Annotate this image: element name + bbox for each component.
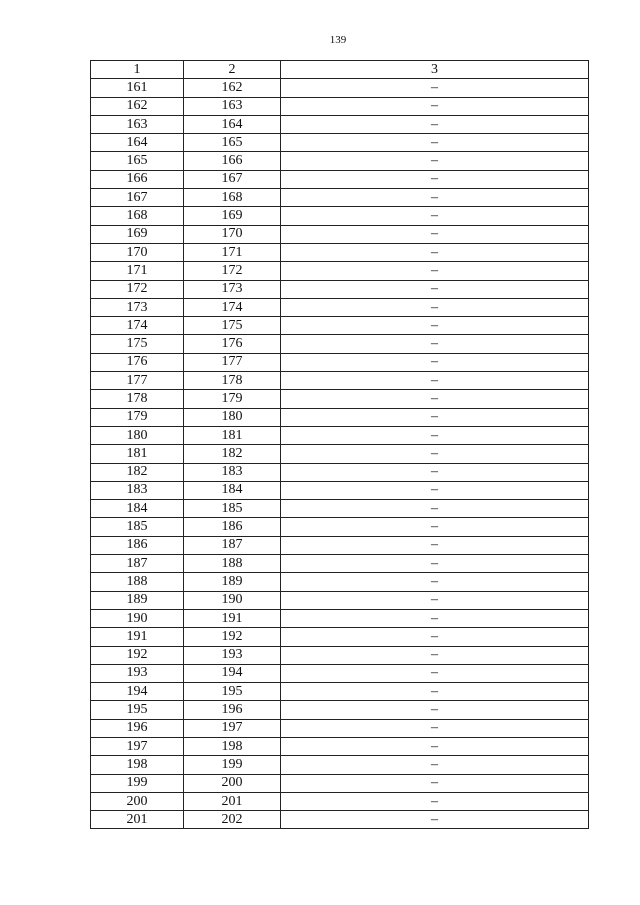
table-cell-col-2: 178 — [184, 372, 281, 390]
table-cell-col-3: – — [281, 573, 589, 591]
table-cell-col-3: – — [281, 628, 589, 646]
table-cell-col-2: 201 — [184, 792, 281, 810]
table-cell-col-1: 187 — [91, 555, 184, 573]
table-cell-col-1: 185 — [91, 518, 184, 536]
table-cell-col-2: 193 — [184, 646, 281, 664]
table-cell-col-2: 181 — [184, 426, 281, 444]
table-cell-col-1: 165 — [91, 152, 184, 170]
table-cell-col-2: 195 — [184, 683, 281, 701]
table-row — [91, 719, 589, 737]
table-cell-col-2: 182 — [184, 445, 281, 463]
table-row — [91, 353, 589, 371]
table-cell-col-1: 193 — [91, 664, 184, 682]
table-row — [91, 372, 589, 390]
table-cell-col-1: 186 — [91, 536, 184, 554]
table-cell-col-3: – — [281, 664, 589, 682]
table-cell-col-3: – — [281, 390, 589, 408]
table-cell-col-1: 197 — [91, 737, 184, 755]
table-cell-col-2: 179 — [184, 390, 281, 408]
table-cell-col-2: 164 — [184, 115, 281, 133]
table-cell-col-1: 199 — [91, 774, 184, 792]
table-row — [91, 97, 589, 115]
table-cell-col-3: – — [281, 426, 589, 444]
table-row — [91, 701, 589, 719]
table-cell-col-3: – — [281, 207, 589, 225]
table-cell-col-1: 181 — [91, 445, 184, 463]
table-cell-col-3: – — [281, 298, 589, 316]
table-cell-col-2: 190 — [184, 591, 281, 609]
table-cell-col-3: – — [281, 262, 589, 280]
table-row — [91, 792, 589, 810]
table-row — [91, 664, 589, 682]
table-cell-col-2: 169 — [184, 207, 281, 225]
table-row — [91, 390, 589, 408]
table-cell-col-2: 196 — [184, 701, 281, 719]
table-cell-col-2: 184 — [184, 481, 281, 499]
table-cell-col-3: – — [281, 353, 589, 371]
table-cell-col-2: 180 — [184, 408, 281, 426]
table-cell-col-1: 196 — [91, 719, 184, 737]
table-cell-col-3: – — [281, 97, 589, 115]
table-row — [91, 518, 589, 536]
table-row — [91, 262, 589, 280]
table-cell-col-2: 170 — [184, 225, 281, 243]
table-cell-col-3: – — [281, 683, 589, 701]
data-table — [90, 60, 589, 829]
table-cell-col-1: 198 — [91, 756, 184, 774]
table-cell-col-3: – — [281, 609, 589, 627]
table-row — [91, 628, 589, 646]
table-cell-col-3: – — [281, 335, 589, 353]
table-cell-col-1: 169 — [91, 225, 184, 243]
table-cell-col-1: 163 — [91, 115, 184, 133]
table-cell-col-3: – — [281, 170, 589, 188]
table-row — [91, 335, 589, 353]
table-cell-col-3: – — [281, 518, 589, 536]
table-cell-col-2: 162 — [184, 79, 281, 97]
table-cell-col-3: – — [281, 280, 589, 298]
table-cell-col-2: 163 — [184, 97, 281, 115]
table-row — [91, 170, 589, 188]
table-row — [91, 573, 589, 591]
table-cell-col-2: 173 — [184, 280, 281, 298]
column-header-2: 2 — [184, 61, 281, 79]
table-cell-col-1: 183 — [91, 481, 184, 499]
table-cell-col-3: – — [281, 317, 589, 335]
table-cell-col-3: – — [281, 225, 589, 243]
table-cell-col-2: 167 — [184, 170, 281, 188]
table-row — [91, 774, 589, 792]
table-cell-col-1: 184 — [91, 500, 184, 518]
table-cell-col-2: 165 — [184, 134, 281, 152]
table-row — [91, 463, 589, 481]
table-cell-col-3: – — [281, 774, 589, 792]
table-cell-col-2: 174 — [184, 298, 281, 316]
table-cell-col-2: 197 — [184, 719, 281, 737]
table-cell-col-3: – — [281, 500, 589, 518]
table-cell-col-1: 168 — [91, 207, 184, 225]
table-cell-col-3: – — [281, 719, 589, 737]
table-cell-col-1: 170 — [91, 243, 184, 261]
table-cell-col-2: 186 — [184, 518, 281, 536]
table-cell-col-3: – — [281, 701, 589, 719]
table-cell-col-2: 202 — [184, 811, 281, 829]
table-cell-col-1: 166 — [91, 170, 184, 188]
table-cell-col-1: 179 — [91, 408, 184, 426]
table-cell-col-2: 168 — [184, 189, 281, 207]
table-row — [91, 426, 589, 444]
table-cell-col-1: 200 — [91, 792, 184, 810]
table-cell-col-1: 192 — [91, 646, 184, 664]
table-cell-col-3: – — [281, 646, 589, 664]
table-cell-col-1: 176 — [91, 353, 184, 371]
table-row — [91, 683, 589, 701]
table-row — [91, 189, 589, 207]
table-cell-col-3: – — [281, 152, 589, 170]
table-cell-col-2: 191 — [184, 609, 281, 627]
table-cell-col-1: 162 — [91, 97, 184, 115]
table-cell-col-3: – — [281, 481, 589, 499]
table-row — [91, 408, 589, 426]
table-row — [91, 207, 589, 225]
table-cell-col-3: – — [281, 79, 589, 97]
table-cell-col-1: 172 — [91, 280, 184, 298]
table-row — [91, 152, 589, 170]
table-cell-col-3: – — [281, 243, 589, 261]
table-cell-col-3: – — [281, 445, 589, 463]
table-row — [91, 609, 589, 627]
table-cell-col-3: – — [281, 536, 589, 554]
table-row — [91, 298, 589, 316]
header-row — [91, 61, 589, 79]
table-cell-col-3: – — [281, 134, 589, 152]
table-cell-col-2: 188 — [184, 555, 281, 573]
table-row — [91, 737, 589, 755]
table-row — [91, 445, 589, 463]
table-cell-col-3: – — [281, 372, 589, 390]
table-cell-col-1: 171 — [91, 262, 184, 280]
table-cell-col-1: 173 — [91, 298, 184, 316]
table-cell-col-2: 176 — [184, 335, 281, 353]
table-cell-col-1: 190 — [91, 609, 184, 627]
table-cell-col-1: 178 — [91, 390, 184, 408]
table-cell-col-1: 188 — [91, 573, 184, 591]
table-cell-col-1: 195 — [91, 701, 184, 719]
table-cell-col-2: 185 — [184, 500, 281, 518]
table-cell-col-3: – — [281, 591, 589, 609]
table-cell-col-2: 199 — [184, 756, 281, 774]
table-row — [91, 756, 589, 774]
table-cell-col-1: 191 — [91, 628, 184, 646]
table-cell-col-3: – — [281, 811, 589, 829]
table-cell-col-2: 166 — [184, 152, 281, 170]
column-header-1: 1 — [91, 61, 184, 79]
table-row — [91, 79, 589, 97]
table-cell-col-3: – — [281, 756, 589, 774]
table-cell-col-1: 177 — [91, 372, 184, 390]
page-number: 139 — [329, 34, 347, 46]
table-body — [91, 79, 589, 829]
table-cell-col-1: 161 — [91, 79, 184, 97]
table-cell-col-2: 171 — [184, 243, 281, 261]
table-cell-col-3: – — [281, 463, 589, 481]
table-cell-col-3: – — [281, 737, 589, 755]
table-cell-col-3: – — [281, 408, 589, 426]
table-cell-col-1: 201 — [91, 811, 184, 829]
table-cell-col-2: 198 — [184, 737, 281, 755]
table-cell-col-1: 180 — [91, 426, 184, 444]
table-row — [91, 317, 589, 335]
table-cell-col-3: – — [281, 792, 589, 810]
table-cell-col-1: 174 — [91, 317, 184, 335]
table-cell-col-2: 175 — [184, 317, 281, 335]
table-cell-col-3: – — [281, 189, 589, 207]
table-row — [91, 115, 589, 133]
column-header-3: 3 — [281, 61, 589, 79]
table-row — [91, 481, 589, 499]
table-row — [91, 555, 589, 573]
table-cell-col-2: 177 — [184, 353, 281, 371]
table-row — [91, 500, 589, 518]
table-cell-col-1: 175 — [91, 335, 184, 353]
table-row — [91, 243, 589, 261]
table-cell-col-3: – — [281, 555, 589, 573]
table-cell-col-3: – — [281, 115, 589, 133]
table-row — [91, 811, 589, 829]
table-cell-col-1: 164 — [91, 134, 184, 152]
table-cell-col-1: 167 — [91, 189, 184, 207]
table-row — [91, 646, 589, 664]
table-header — [91, 61, 589, 79]
table-cell-col-2: 172 — [184, 262, 281, 280]
table-cell-col-2: 189 — [184, 573, 281, 591]
table-cell-col-1: 189 — [91, 591, 184, 609]
table-row — [91, 536, 589, 554]
table-cell-col-2: 183 — [184, 463, 281, 481]
table-row — [91, 134, 589, 152]
table-row — [91, 225, 589, 243]
table-row — [91, 280, 589, 298]
table-cell-col-2: 187 — [184, 536, 281, 554]
table-cell-col-1: 194 — [91, 683, 184, 701]
table-row — [91, 591, 589, 609]
table-cell-col-2: 192 — [184, 628, 281, 646]
table-cell-col-2: 200 — [184, 774, 281, 792]
table-cell-col-2: 194 — [184, 664, 281, 682]
table-cell-col-1: 182 — [91, 463, 184, 481]
